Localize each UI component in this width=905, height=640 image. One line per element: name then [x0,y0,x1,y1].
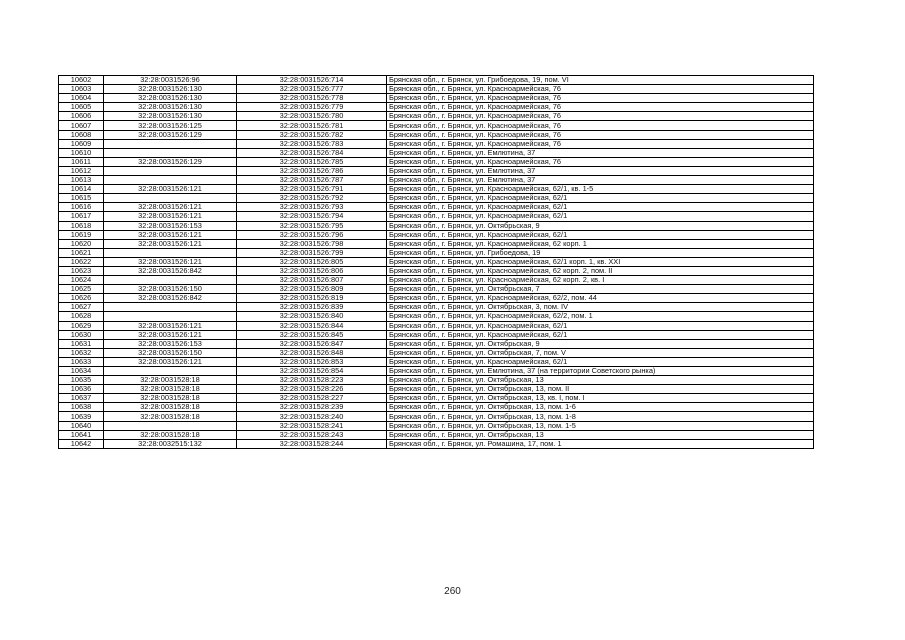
object-number-cell: 32:28:0031526:791 [237,185,387,194]
parcel-number-cell: 32:28:0031526:121 [104,230,237,239]
table-row [59,321,814,330]
registry-table-body [59,76,814,449]
parcel-number-cell [104,148,237,157]
parcel-number-cell: 32:28:0031526:150 [104,285,237,294]
object-number-cell: 32:28:0031526:796 [237,230,387,239]
address-cell: Брянская обл., г. Брянск, ул. Октябрьская, 9 [387,221,814,230]
row-number-cell: 10623 [59,266,104,275]
object-number-cell: 32:28:0031526:839 [237,303,387,312]
row-number-cell: 10629 [59,321,104,330]
row-number-cell: 10605 [59,103,104,112]
parcel-number-cell: 32:28:0031526:153 [104,339,237,348]
address-cell: Брянская обл., г. Брянск, ул. Октябрьская, 13, пом. 1-8 [387,412,814,421]
parcel-number-cell: 32:28:0031526:129 [104,157,237,166]
table-row [59,403,814,412]
table-row [59,230,814,239]
address-cell: Брянская обл., г. Брянск, ул. Красноармейская, 62/1 [387,212,814,221]
address-cell: Брянская обл., г. Брянск, ул. Октябрьская, 13, кв. I, пом. I [387,394,814,403]
parcel-number-cell: 32:28:0031526:121 [104,185,237,194]
object-number-cell: 32:28:0031526:847 [237,339,387,348]
row-number-cell: 10611 [59,157,104,166]
parcel-number-cell [104,166,237,175]
address-cell: Брянская обл., г. Брянск, ул. Красноармейская, 76 [387,130,814,139]
address-cell: Брянская обл., г. Брянск, ул. Красноармейская, 76 [387,121,814,130]
row-number-cell: 10625 [59,285,104,294]
table-row [59,439,814,448]
table-row [59,194,814,203]
registry-table [58,75,814,449]
row-number-cell: 10639 [59,412,104,421]
address-cell: Брянская обл., г. Брянск, ул. Октябрьская, 13 [387,376,814,385]
table-row [59,221,814,230]
row-number-cell: 10632 [59,348,104,357]
table-row [59,357,814,366]
address-cell: Брянская обл., г. Брянск, ул. Красноармейская, 76 [387,103,814,112]
table-row [59,367,814,376]
row-number-cell: 10604 [59,94,104,103]
parcel-number-cell: 32:28:0031526:121 [104,239,237,248]
address-cell: Брянская обл., г. Брянск, ул. Красноармейская, 62/2, пом. 1 [387,312,814,321]
object-number-cell: 32:28:0031528:240 [237,412,387,421]
table-row [59,376,814,385]
row-number-cell: 10627 [59,303,104,312]
row-number-cell: 10610 [59,148,104,157]
address-cell: Брянская обл., г. Брянск, ул. Емлютина, 37 [387,148,814,157]
object-number-cell: 32:28:0031528:243 [237,430,387,439]
table-row [59,421,814,430]
row-number-cell: 10635 [59,376,104,385]
object-number-cell: 32:28:0031526:792 [237,194,387,203]
object-number-cell: 32:28:0031528:241 [237,421,387,430]
object-number-cell: 32:28:0031528:223 [237,376,387,385]
object-number-cell: 32:28:0031526:783 [237,139,387,148]
object-number-cell: 32:28:0031526:806 [237,266,387,275]
address-cell: Брянская обл., г. Брянск, ул. Красноармейская, 62/1 [387,330,814,339]
row-number-cell: 10607 [59,121,104,130]
object-number-cell: 32:28:0031526:848 [237,348,387,357]
table-row [59,285,814,294]
object-number-cell: 32:28:0031526:786 [237,166,387,175]
object-number-cell: 32:28:0031526:807 [237,276,387,285]
table-row [59,339,814,348]
table-row [59,294,814,303]
row-number-cell: 10628 [59,312,104,321]
table-row [59,257,814,266]
address-cell: Брянская обл., г. Брянск, ул. Красноармейская, 62/1 [387,357,814,366]
row-number-cell: 10614 [59,185,104,194]
row-number-cell: 10609 [59,139,104,148]
table-row [59,394,814,403]
row-number-cell: 10638 [59,403,104,412]
address-cell: Брянская обл., г. Брянск, ул. Красноармейская, 76 [387,94,814,103]
table-row [59,112,814,121]
table-row [59,212,814,221]
parcel-number-cell: 32:28:0031526:121 [104,257,237,266]
table-row [59,385,814,394]
address-cell: Брянская обл., г. Брянск, ул. Красноармейская, 62 корп. 1 [387,239,814,248]
row-number-cell: 10612 [59,166,104,175]
table-row [59,166,814,175]
row-number-cell: 10626 [59,294,104,303]
parcel-number-cell: 32:28:0031526:121 [104,357,237,366]
row-number-cell: 10621 [59,248,104,257]
table-row [59,176,814,185]
address-cell: Брянская обл., г. Брянск, ул. Октябрьская, 13, пом. II [387,385,814,394]
table-row [59,203,814,212]
address-cell: Брянская обл., г. Брянск, ул. Грибоедова, 19 [387,248,814,257]
parcel-number-cell: 32:28:0031526:130 [104,112,237,121]
table-row [59,185,814,194]
row-number-cell: 10617 [59,212,104,221]
parcel-number-cell: 32:28:0031528:18 [104,403,237,412]
object-number-cell: 32:28:0031526:809 [237,285,387,294]
row-number-cell: 10630 [59,330,104,339]
address-cell: Брянская обл., г. Брянск, ул. Ромашина, 17, пом. 1 [387,439,814,448]
parcel-number-cell: 32:28:0031528:18 [104,385,237,394]
object-number-cell: 32:28:0031526:854 [237,367,387,376]
object-number-cell: 32:28:0031528:227 [237,394,387,403]
row-number-cell: 10608 [59,130,104,139]
table-row [59,103,814,112]
object-number-cell: 32:28:0031526:793 [237,203,387,212]
address-cell: Брянская обл., г. Брянск, ул. Красноармейская, 62/1 [387,230,814,239]
address-cell: Брянская обл., г. Брянск, ул. Красноармейская, 76 [387,112,814,121]
parcel-number-cell [104,312,237,321]
table-row [59,157,814,166]
address-cell: Брянская обл., г. Брянск, ул. Емлютина, 37 (на территории Советского рынка) [387,367,814,376]
object-number-cell: 32:28:0031526:781 [237,121,387,130]
parcel-number-cell: 32:28:0031526:153 [104,221,237,230]
parcel-number-cell: 32:28:0031526:130 [104,103,237,112]
address-cell: Брянская обл., г. Брянск, ул. Красноармейская, 62 корп. 2, пом. II [387,266,814,275]
object-number-cell: 32:28:0031526:795 [237,221,387,230]
parcel-number-cell: 32:28:0031526:125 [104,121,237,130]
table-row [59,276,814,285]
row-number-cell: 10633 [59,357,104,366]
parcel-number-cell: 32:28:0031526:150 [104,348,237,357]
row-number-cell: 10641 [59,430,104,439]
row-number-cell: 10606 [59,112,104,121]
object-number-cell: 32:28:0031526:779 [237,103,387,112]
object-number-cell: 32:28:0031526:714 [237,76,387,85]
row-number-cell: 10624 [59,276,104,285]
object-number-cell: 32:28:0031526:853 [237,357,387,366]
address-cell: Брянская обл., г. Брянск, ул. Октябрьская, 3, пом. IV [387,303,814,312]
parcel-number-cell: 32:28:0031526:130 [104,85,237,94]
parcel-number-cell: 32:28:0031526:96 [104,76,237,85]
parcel-number-cell: 32:28:0031528:18 [104,376,237,385]
row-number-cell: 10603 [59,85,104,94]
parcel-number-cell: 32:28:0031526:121 [104,203,237,212]
parcel-number-cell [104,139,237,148]
parcel-number-cell [104,421,237,430]
object-number-cell: 32:28:0031526:819 [237,294,387,303]
address-cell: Брянская обл., г. Брянск, ул. Октябрьская, 7, пом. V [387,348,814,357]
address-cell: Брянская обл., г. Брянск, ул. Красноармейская, 62/1, кв. 1-5 [387,185,814,194]
parcel-number-cell: 32:28:0031528:18 [104,430,237,439]
row-number-cell: 10622 [59,257,104,266]
address-cell: Брянская обл., г. Брянск, ул. Красноармейская, 76 [387,85,814,94]
table-row [59,130,814,139]
row-number-cell: 10637 [59,394,104,403]
parcel-number-cell: 32:28:0031526:121 [104,212,237,221]
address-cell: Брянская обл., г. Брянск, ул. Октябрьская, 13, пом. 1-5 [387,421,814,430]
address-cell: Брянская обл., г. Брянск, ул. Красноармейская, 62/1 [387,321,814,330]
address-cell: Брянская обл., г. Брянск, ул. Красноармейская, 62/1 корп. 1, кв. XXI [387,257,814,266]
object-number-cell: 32:28:0031526:794 [237,212,387,221]
object-number-cell: 32:28:0031526:787 [237,176,387,185]
page-number: 260 [444,586,461,597]
row-number-cell: 10640 [59,421,104,430]
object-number-cell: 32:28:0031526:785 [237,157,387,166]
object-number-cell: 32:28:0031528:226 [237,385,387,394]
object-number-cell: 32:28:0031526:778 [237,94,387,103]
row-number-cell: 10615 [59,194,104,203]
row-number-cell: 10634 [59,367,104,376]
parcel-number-cell: 32:28:0031526:121 [104,330,237,339]
table-row [59,348,814,357]
row-number-cell: 10616 [59,203,104,212]
parcel-number-cell: 32:28:0031526:129 [104,130,237,139]
object-number-cell: 32:28:0031526:782 [237,130,387,139]
address-cell: Брянская обл., г. Брянск, ул. Октябрьская, 13 [387,430,814,439]
parcel-number-cell: 32:28:0032515:132 [104,439,237,448]
object-number-cell: 32:28:0031526:805 [237,257,387,266]
table-row [59,430,814,439]
row-number-cell: 10642 [59,439,104,448]
row-number-cell: 10618 [59,221,104,230]
object-number-cell: 32:28:0031528:239 [237,403,387,412]
table-row [59,312,814,321]
address-cell: Брянская обл., г. Брянск, ул. Емлютина, 37 [387,166,814,175]
parcel-number-cell [104,367,237,376]
parcel-number-cell [104,176,237,185]
row-number-cell: 10636 [59,385,104,394]
parcel-number-cell: 32:28:0031528:18 [104,412,237,421]
table-row [59,248,814,257]
table-row [59,76,814,85]
address-cell: Брянская обл., г. Брянск, ул. Октябрьская, 7 [387,285,814,294]
object-number-cell: 32:28:0031526:840 [237,312,387,321]
address-cell: Брянская обл., г. Брянск, ул. Октябрьская, 9 [387,339,814,348]
address-cell: Брянская обл., г. Брянск, ул. Красноармейская, 62 корп. 2, кв. I [387,276,814,285]
parcel-number-cell [104,248,237,257]
object-number-cell: 32:28:0031526:798 [237,239,387,248]
table-row [59,239,814,248]
object-number-cell: 32:28:0031526:799 [237,248,387,257]
address-cell: Брянская обл., г. Брянск, ул. Октябрьская, 13, пом. 1-6 [387,403,814,412]
address-cell: Брянская обл., г. Брянск, ул. Грибоедова, 19, пом. VI [387,76,814,85]
parcel-number-cell [104,194,237,203]
object-number-cell: 32:28:0031526:845 [237,330,387,339]
table-row [59,266,814,275]
row-number-cell: 10613 [59,176,104,185]
object-number-cell: 32:28:0031528:244 [237,439,387,448]
object-number-cell: 32:28:0031526:844 [237,321,387,330]
table-row [59,303,814,312]
parcel-number-cell [104,303,237,312]
row-number-cell: 10631 [59,339,104,348]
parcel-number-cell: 32:28:0031526:842 [104,266,237,275]
parcel-number-cell: 32:28:0031526:130 [104,94,237,103]
address-cell: Брянская обл., г. Брянск, ул. Красноармейская, 62/2, пом. 44 [387,294,814,303]
row-number-cell: 10619 [59,230,104,239]
object-number-cell: 32:28:0031526:777 [237,85,387,94]
parcel-number-cell: 32:28:0031528:18 [104,394,237,403]
table-row [59,412,814,421]
address-cell: Брянская обл., г. Брянск, ул. Красноармейская, 62/1 [387,203,814,212]
parcel-number-cell [104,276,237,285]
table-row [59,85,814,94]
parcel-number-cell: 32:28:0031526:842 [104,294,237,303]
address-cell: Брянская обл., г. Брянск, ул. Красноармейская, 76 [387,139,814,148]
address-cell: Брянская обл., г. Брянск, ул. Красноармейская, 76 [387,157,814,166]
table-row [59,94,814,103]
address-cell: Брянская обл., г. Брянск, ул. Емлютина, 37 [387,176,814,185]
row-number-cell: 10602 [59,76,104,85]
table-row [59,330,814,339]
table-row [59,139,814,148]
row-number-cell: 10620 [59,239,104,248]
table-row [59,121,814,130]
object-number-cell: 32:28:0031526:780 [237,112,387,121]
parcel-number-cell: 32:28:0031526:121 [104,321,237,330]
table-row [59,148,814,157]
object-number-cell: 32:28:0031526:784 [237,148,387,157]
address-cell: Брянская обл., г. Брянск, ул. Красноармейская, 62/1 [387,194,814,203]
